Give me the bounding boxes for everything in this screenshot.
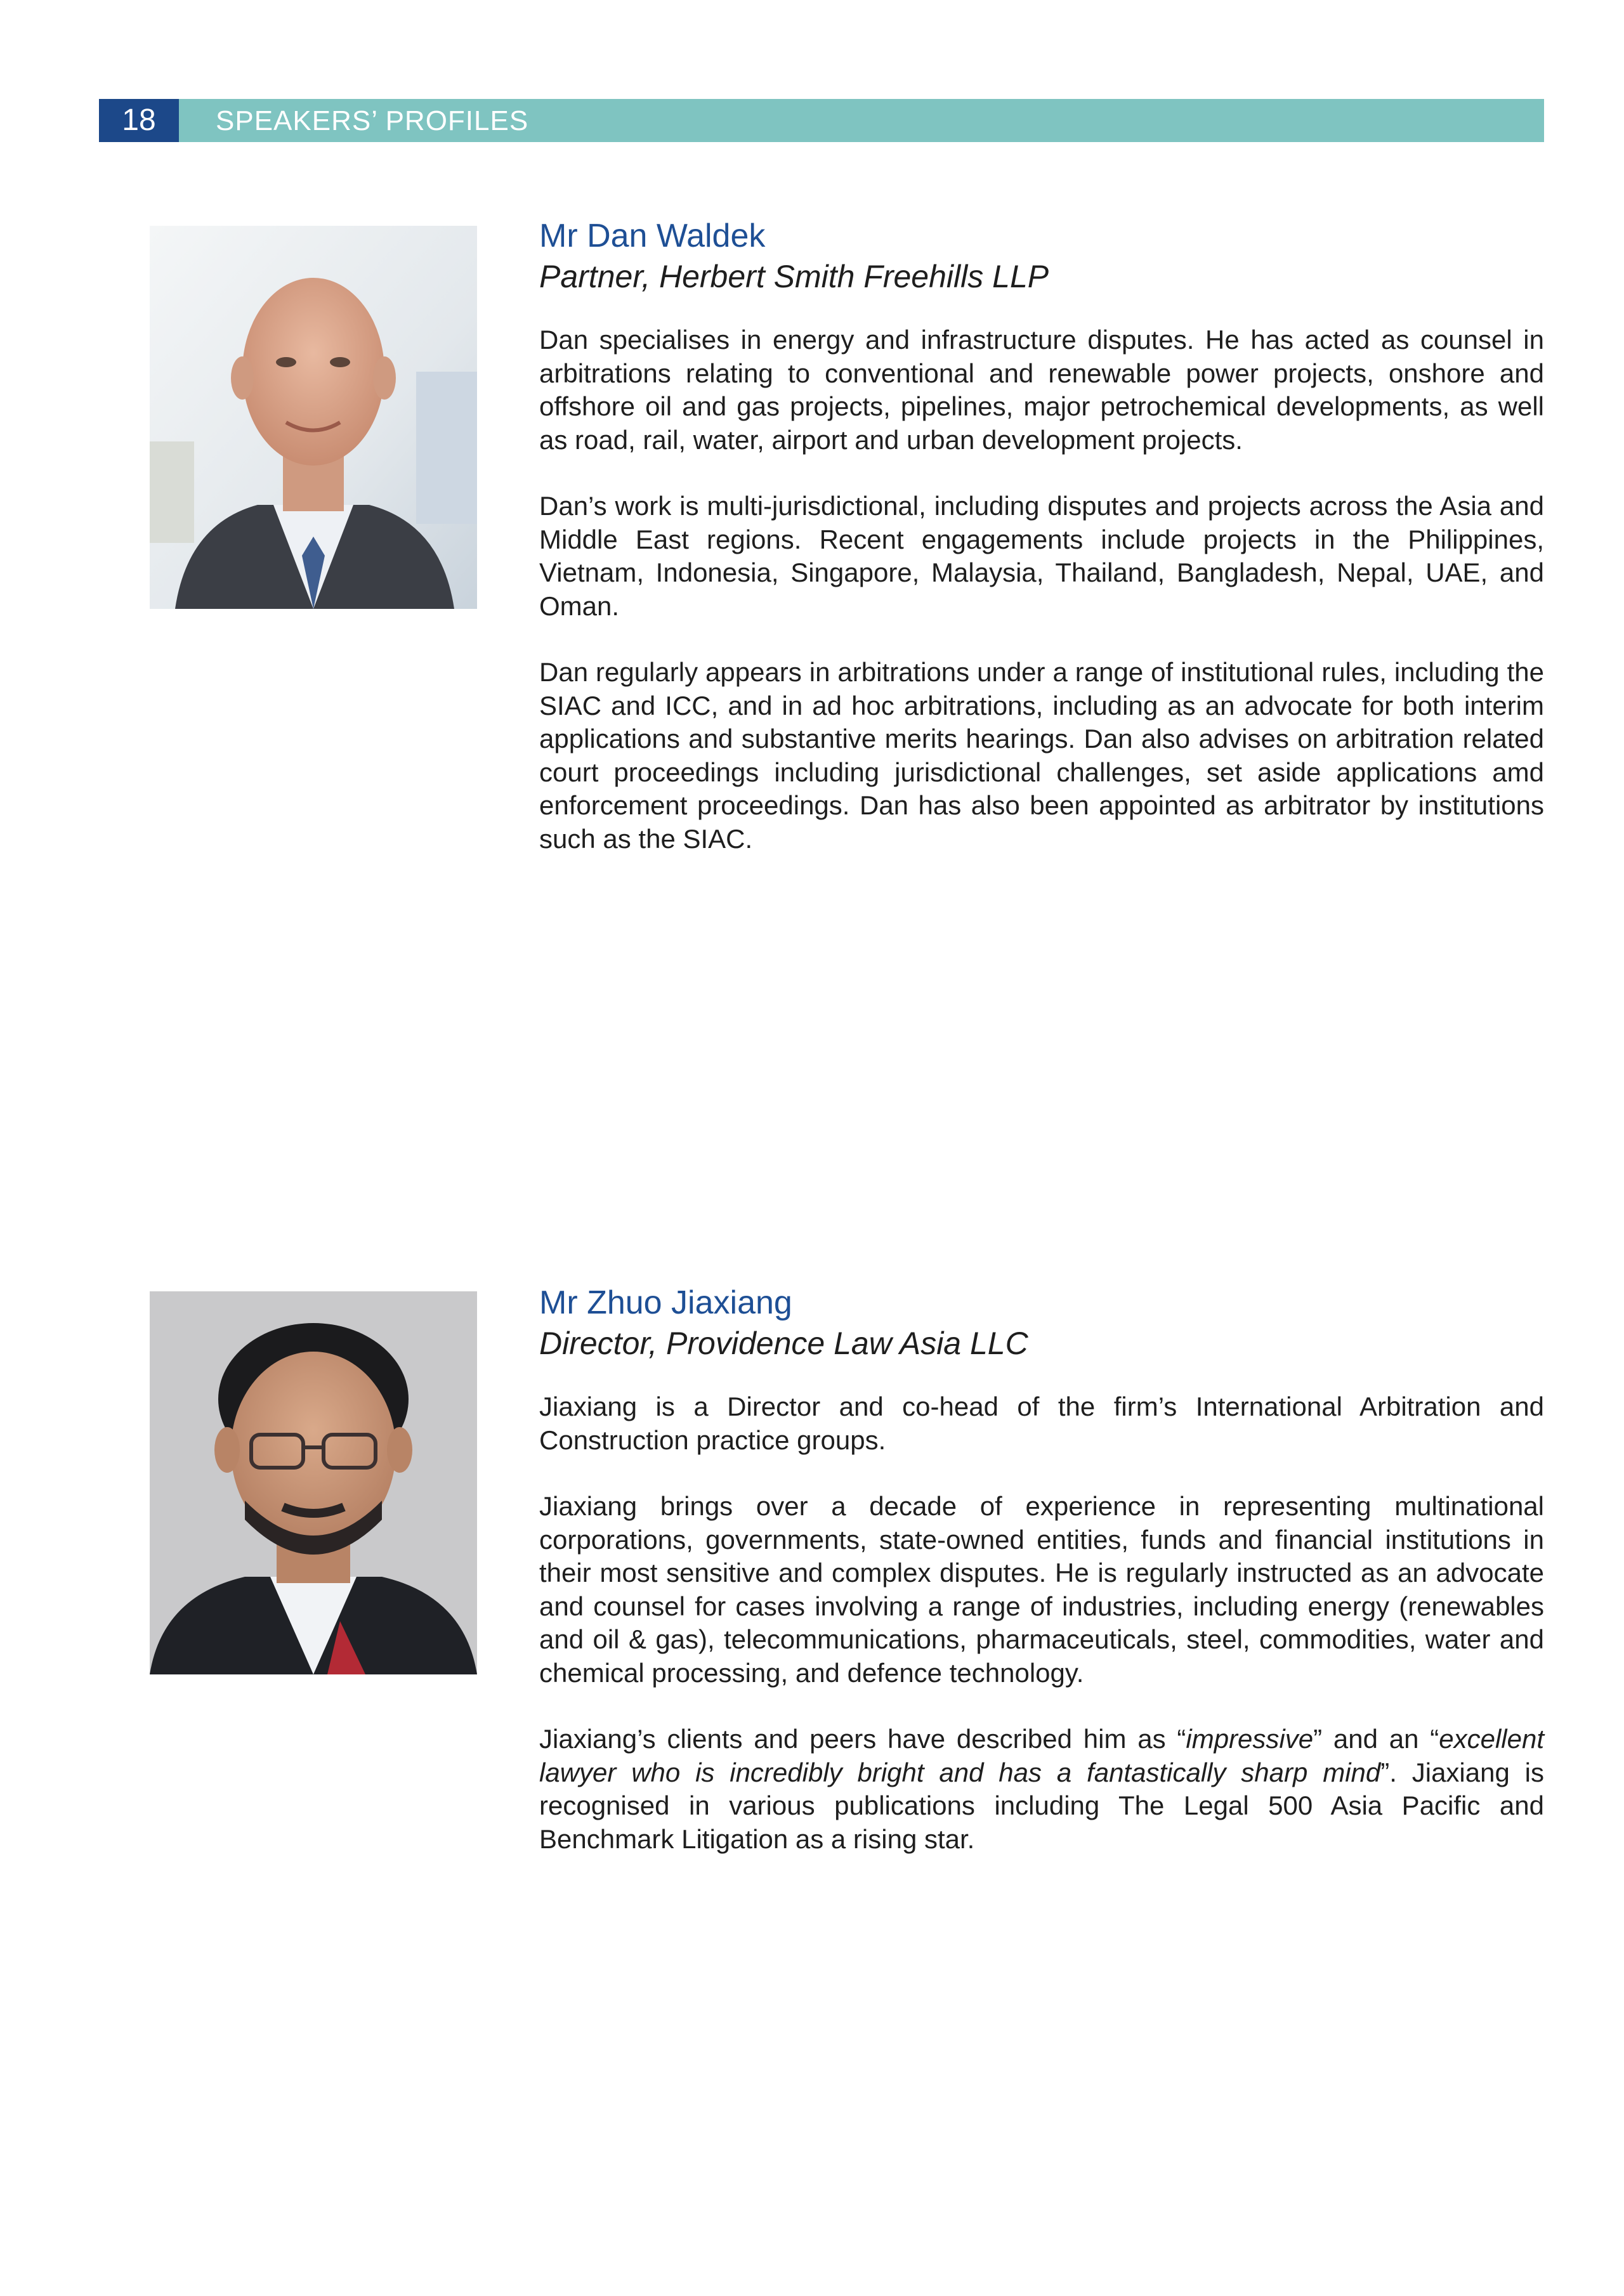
speaker-name: Mr Dan Waldek (539, 218, 766, 254)
speaker-bio (539, 1390, 1544, 1856)
speaker-photo-dan-waldek (150, 226, 477, 609)
portrait-photo (150, 1291, 477, 1674)
bio-paragraph: Jiaxiang is a Director and co-head of the firm’s International Arbitration and Construction practice groups. (539, 1392, 1544, 1455)
speaker-profile-dan-waldek (539, 216, 1544, 856)
speaker-profile-zhuo-jiaxiang (539, 1282, 1544, 1856)
speaker-photo-zhuo-jiaxiang (150, 1291, 477, 1674)
bio-paragraph: Jiaxiang brings over a decade of experience in representing multinational corporations, governments, state-owned entities, funds and financial institutions in their most sensitive and complex disputes. He is regularly instructed as an advocate and counsel for cases involving a range of industries, including energy (renewables and oil & gas), telecommunications, pharmaceuticals, steel, commodities, water and chemical processing, and defence technology. (539, 1491, 1544, 1688)
bio-paragraph-quotes (539, 1723, 1544, 1856)
bio-quote: impressive (1186, 1724, 1314, 1754)
header-bar (99, 99, 1544, 142)
portrait-photo (150, 226, 477, 609)
speaker-bio (539, 323, 1544, 856)
bio-paragraph: Dan specialises in energy and infrastructure disputes. He has acted as counsel in arbitrations relating to conventional and renewable power projects, onshore and offshore oil and gas projects, pipelines, major petrochemical developments, as well as road, rail, water, airport and urban development projects. (539, 325, 1544, 455)
bio-text: ” and an “ (1313, 1724, 1439, 1754)
speaker-role: Partner, Herbert Smith Freehills LLP (539, 259, 1049, 294)
bio-quote: excellent lawyer who is incredibly bright and has a fantastically sharp mind (539, 1724, 1544, 1787)
section-title: SPEAKERS’ PROFILES (216, 105, 529, 136)
bio-text: Jiaxiang’s clients and peers have described him as “ (539, 1724, 1186, 1754)
bio-text: ”. Jiaxiang is recognised in various publications including The Legal 500 Asia Pacific and Benchmark Litigation as a rising star. (539, 1757, 1545, 1854)
page-number: 18 (99, 99, 179, 142)
speaker-role: Director, Providence Law Asia LLC (539, 1326, 1028, 1361)
speaker-name: Mr Zhuo Jiaxiang (539, 1284, 792, 1321)
bio-paragraph: Dan’s work is multi-jurisdictional, including disputes and projects across the Asia and Middle East regions. Recent engagements include projects in the Philippines, Vietnam, Indonesia, Singapore, Malaysia, Thailand, Bangladesh, Nepal, UAE, and Oman. (539, 491, 1544, 621)
bio-paragraph: Dan regularly appears in arbitrations under a range of institutional rules, including the SIAC and ICC, and in ad hoc arbitrations, including as an advocate for both interim applications and substantive merits hearings. Dan also advises on arbitration related court proceedings including jurisdictional challenges, set aside applications amd enforcement proceedings. Dan has also been appointed as arbitrator by institutions such as the SIAC. (539, 657, 1544, 854)
